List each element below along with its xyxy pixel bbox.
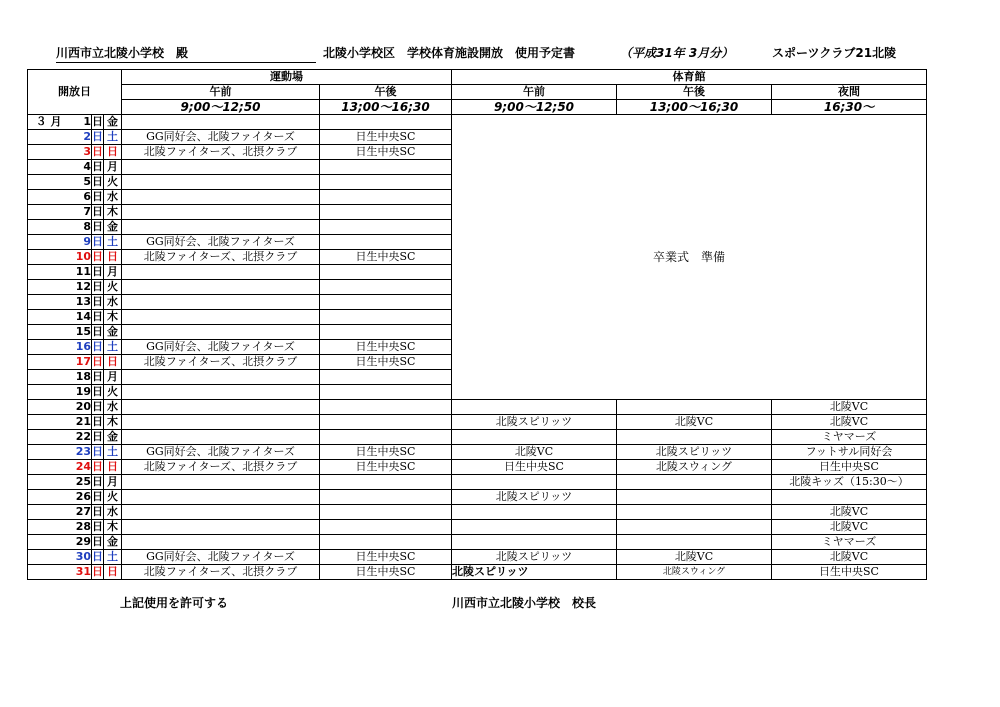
gym-pm-time: 13;00～16;30	[617, 100, 772, 115]
day-number: 6	[62, 190, 92, 205]
ground-am-cell	[122, 115, 320, 130]
day-suffix: 日	[92, 370, 103, 383]
ground-pm-cell	[320, 115, 452, 130]
ground-am-cell: 北陵ファイターズ、北摂クラブ	[122, 460, 320, 475]
table-row	[28, 430, 927, 445]
ground-am-cell: 北陵ファイターズ、北摂クラブ	[122, 145, 320, 160]
ground-pm-cell	[320, 280, 452, 295]
ground-am-cell	[122, 280, 320, 295]
ground-am-time: 9;00～12;50	[122, 100, 320, 115]
ground-am-cell	[122, 205, 320, 220]
gym-night-cell: 北陵VC	[772, 520, 927, 535]
day-suffix: 日	[92, 400, 103, 413]
day-suffix: 日	[92, 265, 103, 278]
month-cell	[28, 505, 62, 520]
ground-am-cell	[122, 505, 320, 520]
weekday: 土	[104, 340, 122, 355]
month-cell	[28, 250, 62, 265]
weekday: 水	[104, 400, 122, 415]
day-number: 2	[62, 130, 92, 145]
gym-night-cell: ミヤマーズ	[772, 535, 927, 550]
day-suffix: 日	[92, 280, 103, 293]
month-cell	[28, 535, 62, 550]
ground-pm-header: 午後	[320, 85, 452, 100]
day-suffix: 日	[92, 460, 103, 473]
ground-am-cell	[122, 520, 320, 535]
day-number: 19	[62, 385, 92, 400]
ground-am-cell	[122, 370, 320, 385]
day-suffix: 日	[92, 250, 103, 263]
ground-am-cell	[122, 295, 320, 310]
day-number: 28	[62, 520, 92, 535]
weekday: 月	[104, 370, 122, 385]
month-cell: ３ 月	[28, 115, 62, 130]
gym-night-time: 16;30～	[772, 100, 927, 115]
day-suffix: 日	[92, 490, 103, 503]
weekday: 日	[104, 460, 122, 475]
weekday: 土	[104, 235, 122, 250]
day-number: 31	[62, 565, 92, 580]
gym-am-time: 9;00～12;50	[452, 100, 617, 115]
ground-pm-cell	[320, 325, 452, 340]
table-row	[28, 520, 927, 535]
table-row	[28, 550, 927, 565]
weekday: 木	[104, 415, 122, 430]
weekday: 土	[104, 130, 122, 145]
day-suffix: 日	[92, 310, 103, 323]
ground-am-cell	[122, 475, 320, 490]
weekday: 火	[104, 385, 122, 400]
ground-am-cell: GG同好会、北陵ファイターズ	[122, 130, 320, 145]
day-suffix: 日	[92, 205, 103, 218]
ground-pm-cell	[320, 205, 452, 220]
day-number: 13	[62, 295, 92, 310]
day-number: 26	[62, 490, 92, 505]
table-body	[28, 115, 927, 580]
day-number: 12	[62, 280, 92, 295]
ground-pm-cell	[320, 475, 452, 490]
permit-statement: 上記使用を許可する	[120, 596, 229, 610]
gym-night-cell: 日生中央SC	[772, 460, 927, 475]
weekday: 火	[104, 490, 122, 505]
day-suffix: 日	[92, 535, 103, 548]
day-suffix: 日	[92, 445, 103, 458]
gym-pm-cell: 北陵スウィング	[617, 460, 772, 475]
weekday: 日	[104, 355, 122, 370]
month-cell	[28, 190, 62, 205]
day-suffix: 日	[92, 355, 103, 368]
ground-am-cell: 北陵ファイターズ、北摂クラブ	[122, 565, 320, 580]
day-suffix: 日	[92, 160, 103, 173]
day-suffix: 日	[92, 235, 103, 248]
day-suffix: 日	[92, 115, 103, 128]
ground-am-cell	[122, 175, 320, 190]
gym-pm-cell	[617, 475, 772, 490]
day-number: 17	[62, 355, 92, 370]
ground-pm-cell: 日生中央SC	[320, 340, 452, 355]
gym-night-cell	[772, 490, 927, 505]
gym-night-cell: 北陵VC	[772, 415, 927, 430]
day-suffix: 日	[92, 325, 103, 338]
weekday: 月	[104, 265, 122, 280]
document-title: 北陵小学校区 学校体育施設開放 使用予定書	[323, 46, 576, 60]
month-cell	[28, 340, 62, 355]
weekday: 月	[104, 160, 122, 175]
day-suffix: 日	[92, 175, 103, 188]
day-suffix: 日	[92, 385, 103, 398]
month-cell	[28, 370, 62, 385]
gym-night-cell: フットサル同好会	[772, 445, 927, 460]
month-cell	[28, 175, 62, 190]
ground-header: 運動場	[122, 70, 452, 85]
day-suffix: 日	[92, 475, 103, 488]
day-suffix: 日	[92, 430, 103, 443]
gym-am-cell: 北陵VC	[452, 445, 617, 460]
day-number: 9	[62, 235, 92, 250]
ground-am-cell	[122, 430, 320, 445]
day-suffix: 日	[92, 190, 103, 203]
ground-pm-cell: 日生中央SC	[320, 355, 452, 370]
gym-pm-cell	[617, 520, 772, 535]
gym-am-cell	[452, 400, 617, 415]
gym-pm-cell: 北陵スウィング	[617, 565, 772, 580]
gym-am-cell	[452, 430, 617, 445]
gym-am-cell: 北陵スピリッツ	[452, 550, 617, 565]
weekday: 土	[104, 550, 122, 565]
gym-am-cell: 北陵スピリッツ	[452, 565, 617, 580]
month-cell	[28, 430, 62, 445]
ground-pm-cell: 日生中央SC	[320, 145, 452, 160]
table-row	[28, 490, 927, 505]
gym-night-cell: 北陵VC	[772, 550, 927, 565]
ground-am-cell	[122, 220, 320, 235]
day-suffix: 日	[92, 130, 103, 143]
day-number: 21	[62, 415, 92, 430]
weekday: 土	[104, 445, 122, 460]
table-header	[28, 70, 927, 115]
month-cell	[28, 445, 62, 460]
gym-am-cell	[452, 520, 617, 535]
gym-pm-cell	[617, 535, 772, 550]
month-cell	[28, 460, 62, 475]
month-cell	[28, 310, 62, 325]
month-cell	[28, 130, 62, 145]
day-number: 11	[62, 265, 92, 280]
period-label: （平成31年 3月分）	[620, 46, 734, 60]
gym-pm-cell	[617, 400, 772, 415]
day-number: 4	[62, 160, 92, 175]
month-cell	[28, 265, 62, 280]
day-suffix: 日	[92, 520, 103, 533]
day-number: 24	[62, 460, 92, 475]
ground-pm-cell	[320, 370, 452, 385]
gym-pm-cell	[617, 505, 772, 520]
weekday: 日	[104, 250, 122, 265]
weekday: 木	[104, 520, 122, 535]
day-number: 22	[62, 430, 92, 445]
ground-pm-cell	[320, 190, 452, 205]
day-suffix: 日	[92, 505, 103, 518]
day-number: 16	[62, 340, 92, 355]
ground-pm-cell	[320, 310, 452, 325]
gym-pm-cell	[617, 490, 772, 505]
ground-pm-time: 13;00～16;30	[320, 100, 452, 115]
day-number: 15	[62, 325, 92, 340]
day-suffix: 日	[92, 415, 103, 428]
ground-pm-cell: 日生中央SC	[320, 550, 452, 565]
ground-am-header: 午前	[122, 85, 320, 100]
month-cell	[28, 565, 62, 580]
table-row	[28, 445, 927, 460]
table-row	[28, 115, 927, 130]
gym-am-header: 午前	[452, 85, 617, 100]
ground-am-cell: GG同好会、北陵ファイターズ	[122, 550, 320, 565]
gym-header: 体育館	[452, 70, 927, 85]
day-number: 5	[62, 175, 92, 190]
gym-night-header: 夜間	[772, 85, 927, 100]
weekday: 金	[104, 325, 122, 340]
weekday: 金	[104, 115, 122, 130]
month-cell	[28, 205, 62, 220]
ground-pm-cell	[320, 505, 452, 520]
day-number: 20	[62, 400, 92, 415]
month-cell	[28, 400, 62, 415]
month-cell	[28, 220, 62, 235]
ground-am-cell	[122, 160, 320, 175]
gym-night-cell: 日生中央SC	[772, 565, 927, 580]
schedule-table	[27, 69, 927, 580]
ground-pm-cell: 日生中央SC	[320, 250, 452, 265]
organization-name: スポーツクラブ21北陵	[772, 46, 897, 60]
gym-am-cell	[452, 505, 617, 520]
day-number: 23	[62, 445, 92, 460]
day-suffix: 日	[92, 145, 103, 158]
ground-pm-cell	[320, 490, 452, 505]
month-cell	[28, 160, 62, 175]
month-cell	[28, 415, 62, 430]
month-cell	[28, 355, 62, 370]
ground-pm-cell	[320, 235, 452, 250]
ground-am-cell	[122, 400, 320, 415]
ground-pm-cell	[320, 265, 452, 280]
addressee: 川西市立北陵小学校 殿	[56, 44, 316, 63]
day-number: 7	[62, 205, 92, 220]
weekday: 木	[104, 310, 122, 325]
day-number: 25	[62, 475, 92, 490]
weekday: 金	[104, 535, 122, 550]
weekday: 火	[104, 175, 122, 190]
table-row	[28, 565, 927, 580]
ground-pm-cell	[320, 400, 452, 415]
day-suffix: 日	[92, 220, 103, 233]
ground-am-cell: GG同好会、北陵ファイターズ	[122, 445, 320, 460]
gym-am-cell	[452, 535, 617, 550]
day-number: 18	[62, 370, 92, 385]
table-row	[28, 400, 927, 415]
ground-pm-cell	[320, 535, 452, 550]
month-cell	[28, 145, 62, 160]
day-suffix: 日	[92, 565, 103, 578]
weekday: 金	[104, 430, 122, 445]
month-cell	[28, 520, 62, 535]
gym-am-cell: 北陵スピリッツ	[452, 490, 617, 505]
ground-pm-cell	[320, 430, 452, 445]
weekday: 水	[104, 190, 122, 205]
gym-night-cell: 北陵VC	[772, 505, 927, 520]
gym-night-cell: ミヤマーズ	[772, 430, 927, 445]
day-number: 3	[62, 145, 92, 160]
day-suffix: 日	[92, 295, 103, 308]
day-number: 30	[62, 550, 92, 565]
gym-pm-cell: 北陵スピリッツ	[617, 445, 772, 460]
ground-pm-cell: 日生中央SC	[320, 565, 452, 580]
gym-pm-cell	[617, 430, 772, 445]
gym-am-cell: 日生中央SC	[452, 460, 617, 475]
ground-pm-cell	[320, 415, 452, 430]
ground-pm-cell	[320, 520, 452, 535]
weekday: 日	[104, 145, 122, 160]
gym-merged-note: 卒業式 準備	[452, 115, 927, 400]
gym-am-cell: 北陵スピリッツ	[452, 415, 617, 430]
month-cell	[28, 550, 62, 565]
month-cell	[28, 295, 62, 310]
ground-am-cell	[122, 310, 320, 325]
day-number: 27	[62, 505, 92, 520]
weekday: 月	[104, 475, 122, 490]
gym-pm-header: 午後	[617, 85, 772, 100]
table-row	[28, 460, 927, 475]
weekday: 日	[104, 565, 122, 580]
ground-pm-cell	[320, 220, 452, 235]
day-number: 14	[62, 310, 92, 325]
month-cell	[28, 235, 62, 250]
table-row	[28, 535, 927, 550]
gym-pm-cell: 北陵VC	[617, 415, 772, 430]
gym-night-cell: 北陵VC	[772, 400, 927, 415]
ground-pm-cell	[320, 295, 452, 310]
month-cell	[28, 490, 62, 505]
principal-signature-line: 川西市立北陵小学校 校長	[452, 596, 597, 610]
ground-am-cell	[122, 535, 320, 550]
ground-am-cell	[122, 325, 320, 340]
table-row	[28, 505, 927, 520]
ground-am-cell: 北陵ファイターズ、北摂クラブ	[122, 355, 320, 370]
gym-night-cell: 北陵キッズ（15:30～）	[772, 475, 927, 490]
ground-am-cell	[122, 415, 320, 430]
weekday: 火	[104, 280, 122, 295]
weekday: 木	[104, 205, 122, 220]
day-number: 10	[62, 250, 92, 265]
ground-pm-cell: 日生中央SC	[320, 130, 452, 145]
day-number: 1	[62, 115, 92, 130]
day-number: 8	[62, 220, 92, 235]
ground-am-cell	[122, 265, 320, 280]
weekday: 水	[104, 505, 122, 520]
month-cell	[28, 325, 62, 340]
weekday: 水	[104, 295, 122, 310]
month-cell	[28, 280, 62, 295]
gym-am-cell	[452, 475, 617, 490]
ground-am-cell	[122, 385, 320, 400]
ground-am-cell: GG同好会、北陵ファイターズ	[122, 235, 320, 250]
ground-am-cell	[122, 190, 320, 205]
ground-am-cell: 北陵ファイターズ、北摂クラブ	[122, 250, 320, 265]
table-row	[28, 475, 927, 490]
weekday: 金	[104, 220, 122, 235]
day-number: 29	[62, 535, 92, 550]
ground-am-cell	[122, 490, 320, 505]
gym-pm-cell: 北陵VC	[617, 550, 772, 565]
day-suffix: 日	[92, 550, 103, 563]
ground-am-cell: GG同好会、北陵ファイターズ	[122, 340, 320, 355]
ground-pm-cell	[320, 160, 452, 175]
ground-pm-cell: 日生中央SC	[320, 445, 452, 460]
ground-pm-cell: 日生中央SC	[320, 460, 452, 475]
month-cell	[28, 385, 62, 400]
ground-pm-cell	[320, 385, 452, 400]
month-cell	[28, 475, 62, 490]
ground-pm-cell	[320, 175, 452, 190]
table-row	[28, 415, 927, 430]
open-day-header: 開放日	[28, 70, 122, 115]
day-suffix: 日	[92, 340, 103, 353]
